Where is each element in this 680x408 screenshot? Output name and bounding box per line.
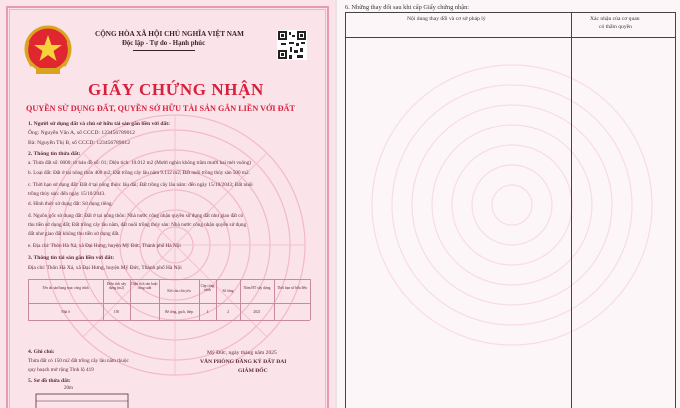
changes-table <box>345 12 676 408</box>
sign-title: GIÁM ĐỐC <box>238 368 268 374</box>
table-header-cell: Kết cấu chủ yếu <box>167 289 191 293</box>
changes-table-header-line <box>345 37 675 38</box>
sign-date: Mỹ Đức, ngày tháng năm 2025 <box>207 350 277 356</box>
land-parcel-info: a. Thửa đất số: 0000; tờ bản đồ số: 01; Diện tích: 10.012 m2 (Mười nghìn không trăm mười hai mét vuông) <box>28 160 252 166</box>
changes-column-content: Nội dung thay đổi và cơ sở pháp lý <box>407 16 486 22</box>
changes-heading: 6. Những thay đổi sau khi cấp Giấy chứng nhận: <box>345 4 470 11</box>
note-line2: quy hoạch mở rộng Tỉnh lộ 419 <box>28 367 94 373</box>
table-header-cell: Diện tích xây dựng (m2) <box>106 282 127 291</box>
table-header-cell: Cấp công trình <box>200 284 215 293</box>
land-origin-line3: đất như giao đất không thu tiền sử dụng đất. <box>28 231 120 237</box>
table-vline <box>310 279 311 320</box>
table-header-cell: Tên tài sản/hạng mục công trình <box>42 286 89 290</box>
note-line1: Thửa đất có 150 m2 đất trồng cây lâu năm thuộc <box>28 358 129 364</box>
land-usage-form: d. Hình thức sử dụng đất: Sử dụng riêng. <box>28 201 113 207</box>
country-name: CỘNG HÒA XÃ HỘI CHỦ NGHĨA VIỆT NAM <box>95 30 244 38</box>
asset-address: Địa chỉ: Thôn Hà Xá, xã Đại Hưng, huyện Mỹ Đức, Thành phố Hà Nội <box>28 265 182 271</box>
table-header-cell: Năm HT xây dựng <box>243 286 271 290</box>
land-address: e. Địa chỉ: Thôn Hà Xá, xã Đại Hưng, huyện Mỹ Đức, Thành phố Hà Nội <box>28 243 181 249</box>
land-term-line1: c. Thời hạn sử dụng đất: Đất ở tại nông thôn: lâu dài; Đất trồng cây lâu năm: đến ngày 15/10/2043; Đất nuôi <box>28 182 253 188</box>
table-border-top <box>28 279 310 280</box>
table-header-cell: Diện tích sàn hoặc công suất <box>131 282 158 291</box>
diagram-dimension-label: 20m <box>64 386 73 391</box>
changes-table-divider <box>571 12 572 408</box>
national-emblem-icon <box>22 24 74 78</box>
land-origin-line1: đ. Nguồn gốc sử dụng đất: Đất ở tại nông thôn: Nhà nước công nhận quyền sử dụng đất như giao đất có <box>28 213 244 219</box>
certificate-title: GIẤY CHỨNG NHẬN <box>88 80 264 99</box>
changes-page <box>337 0 680 408</box>
section3-heading: 3. Thông tin tài sản gắn liền với đất: <box>28 255 115 261</box>
owner-2: Bà: Nguyễn Thị B, số CCCD: 123456789012 <box>28 140 130 146</box>
changes-column-confirmation: Xác nhận của cơ quan <box>590 16 640 22</box>
table-cell: 4 <box>206 310 209 314</box>
section4-heading: 4. Ghi chú: <box>28 349 55 355</box>
certificate-subtitle: QUYỀN SỬ DỤNG ĐẤT, QUYỀN SỞ HỮU TÀI SẢN GẮN LIỀN VỚI ĐẤT <box>26 104 295 113</box>
table-cell: Nhà ở <box>61 310 70 314</box>
land-origin-line2: thu tiền sử dụng đất; Đất trồng cây lâu năm, đất nuôi trồng thủy sản: Nhà nước công nhận quyền sử dụng <box>28 222 247 228</box>
section2-heading: 2. Thông tin thửa đất: <box>28 151 81 157</box>
table-vline <box>28 279 29 320</box>
table-header-divider <box>28 303 310 304</box>
table-cell: 2 <box>227 310 229 314</box>
table-header-cell: Số tầng <box>222 289 234 293</box>
motto-underline <box>133 50 195 51</box>
table-border-bottom <box>28 320 310 321</box>
sign-office: VĂN PHÒNG ĐĂNG KÝ ĐẤT ĐAI <box>200 359 287 365</box>
table-cell: 150 <box>113 310 120 314</box>
owner-1: Ông: Nguyễn Văn A, số CCCD: 123456789012 <box>28 130 135 136</box>
land-parcel-diagram <box>34 393 134 408</box>
table-cell: Bê tông, gạch, thép <box>165 310 193 314</box>
qr-code-icon <box>277 30 307 60</box>
table-header-cell: Thời hạn sở hữu đến <box>277 286 307 290</box>
section1-heading: 1. Người sử dụng đất và chủ sở hữu tài sản gắn liền với đất: <box>28 121 170 127</box>
certificate-page <box>0 0 335 408</box>
land-term-line2: trồng thủy sản: đến ngày 15/10/2043. <box>28 191 106 197</box>
changes-column-confirmation-line2: có thẩm quyền <box>599 24 632 30</box>
national-motto: Độc lập - Tự do - Hạnh phúc <box>122 40 206 47</box>
section5-heading: 5. Sơ đồ thửa đất: <box>28 378 71 384</box>
table-cell: 2021 <box>253 310 261 314</box>
land-type-info: b. Loại đất: Đất ở tại nông thôn 400 m2; Đất trồng cây lâu năm 9.112 m2; Đất nuôi trồng thủy sản 500 m2. <box>28 170 250 176</box>
